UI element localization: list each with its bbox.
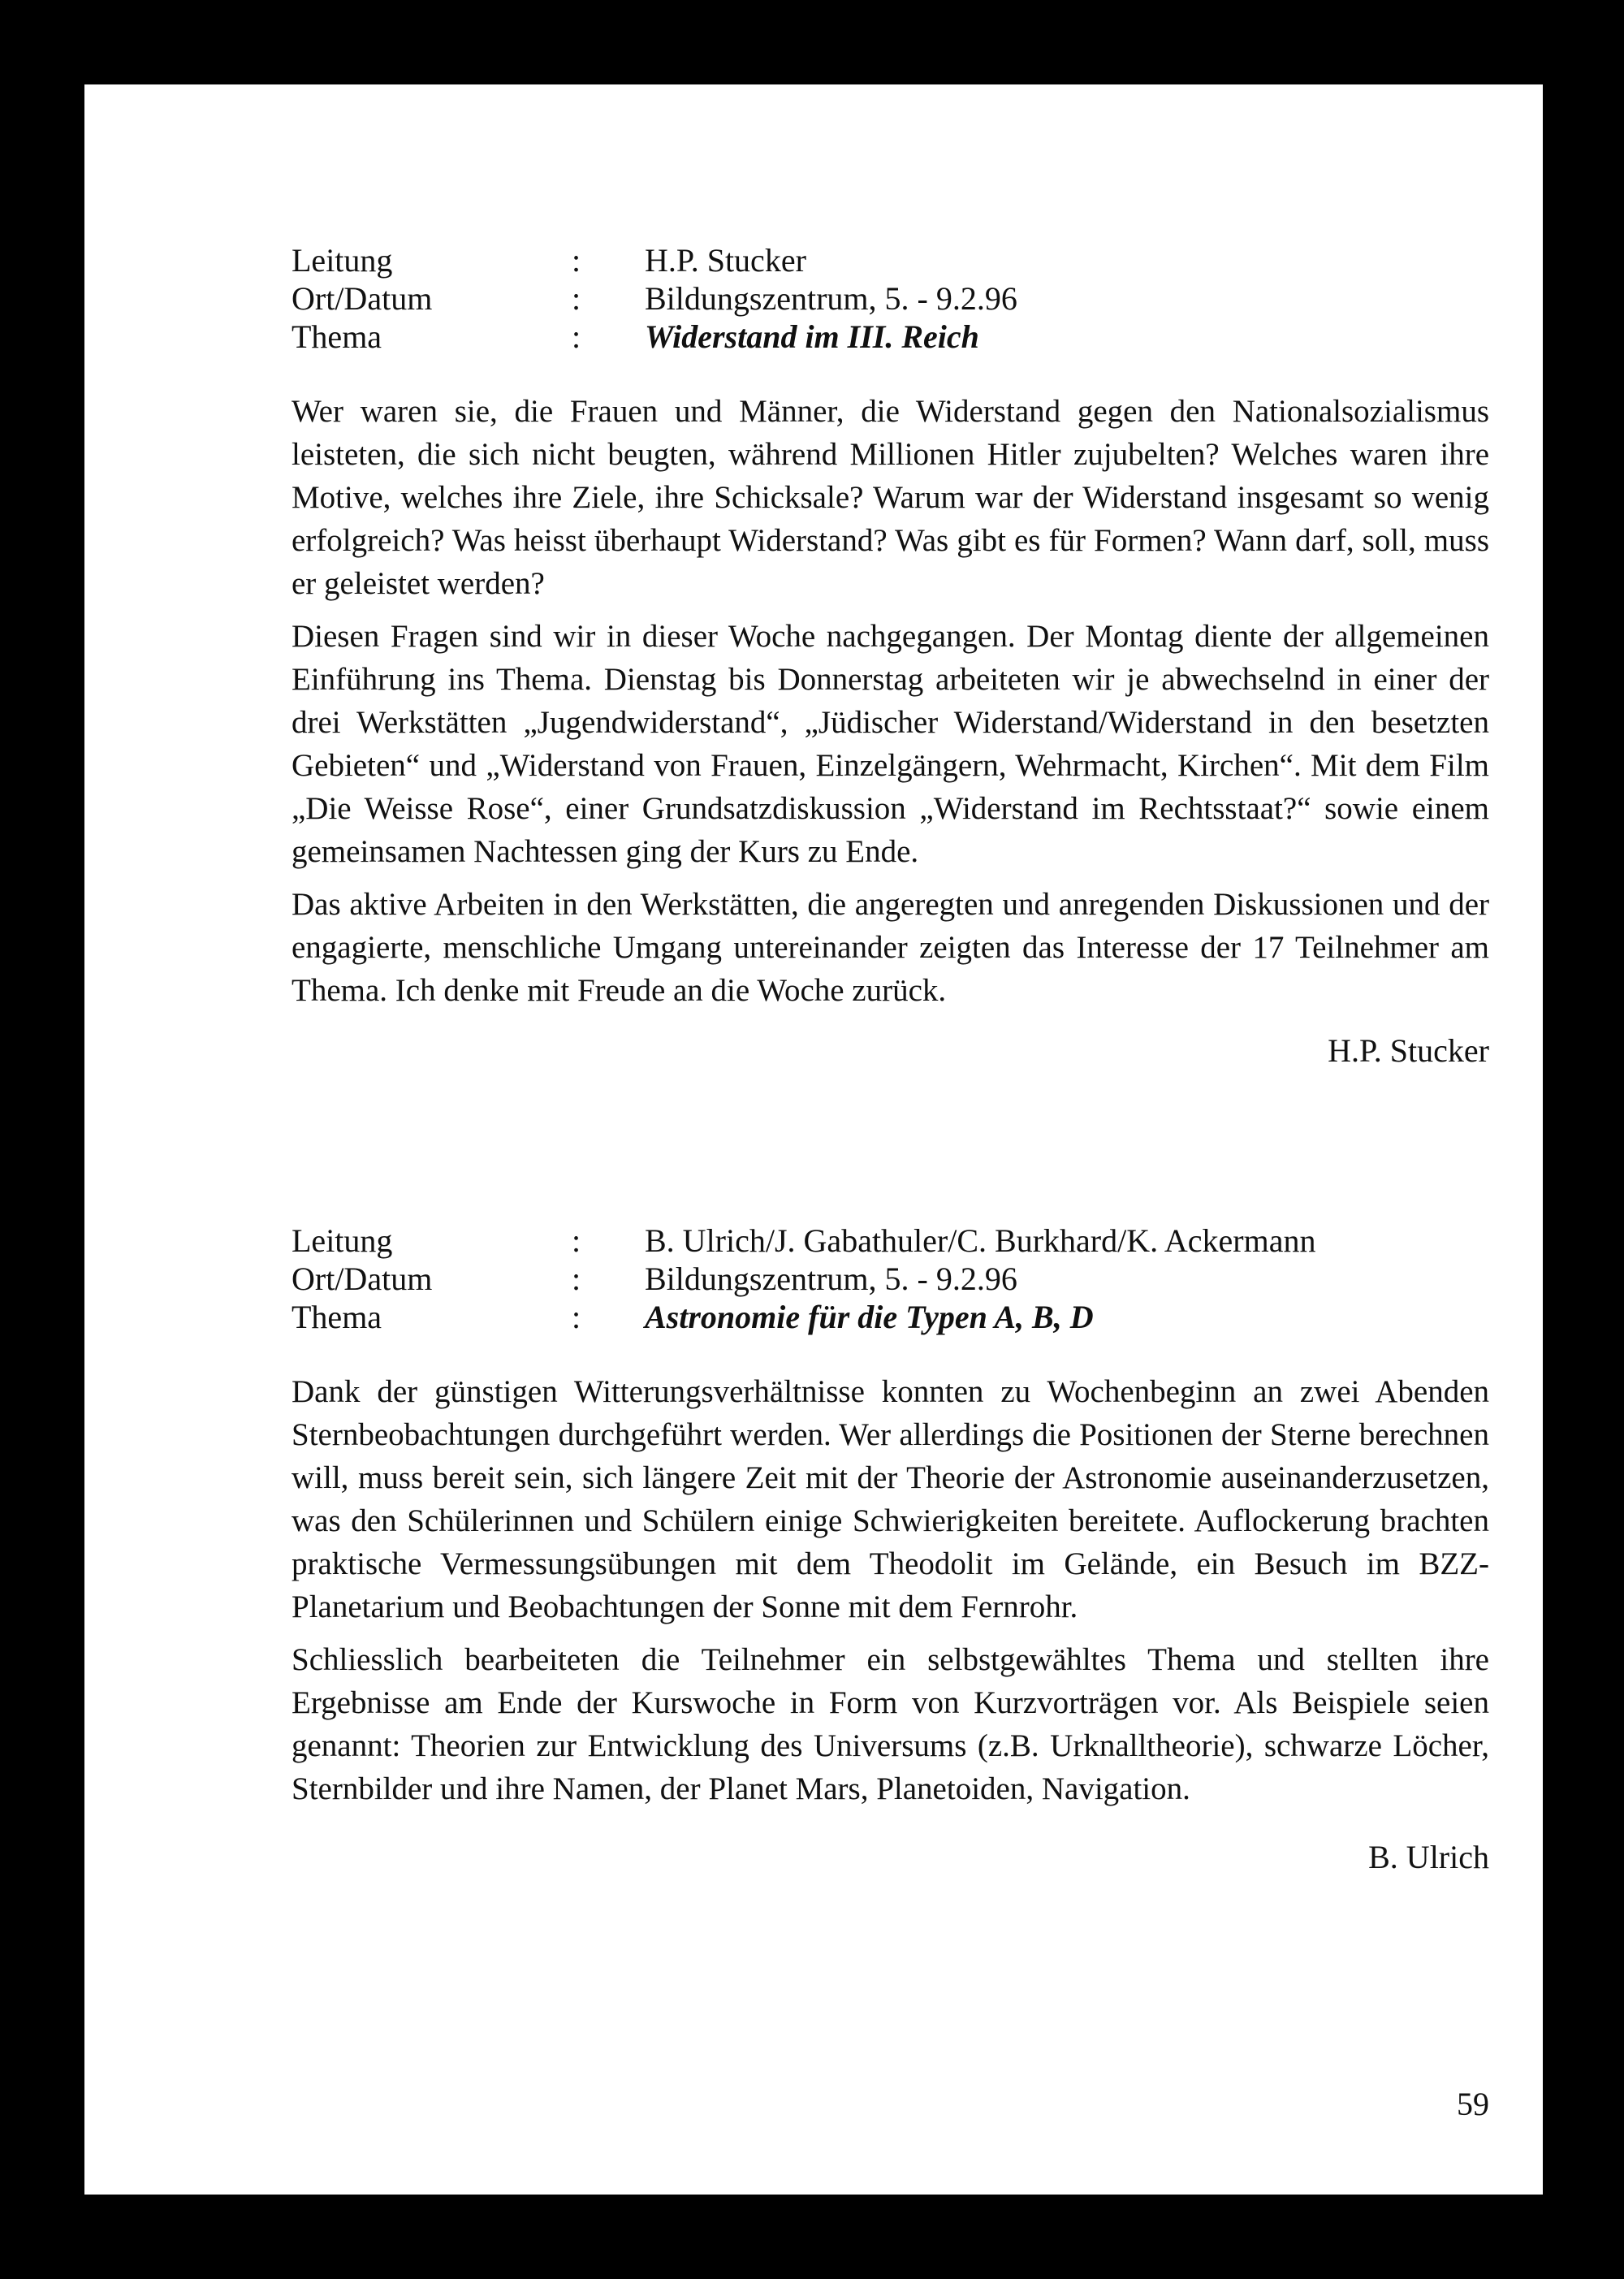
meta-colon: : [572, 1261, 581, 1297]
article-meta [292, 1222, 1489, 1336]
article-body [292, 1370, 1489, 1810]
meta-key-leitung: Leitung [292, 1222, 393, 1259]
meta-colon: : [572, 1299, 581, 1335]
meta-value-thema: Astronomie für die Typen A, B, D [645, 1299, 1094, 1335]
meta-key-leitung: Leitung [292, 242, 393, 279]
meta-value-ort-datum: Bildungszentrum, 5. - 9.2.96 [645, 1261, 1017, 1297]
paragraph: Schliesslich bearbeiteten die Teilnehmer ein selbstgewähltes Thema und stellten ihre Ergebnisse am Ende der Kurswoche in Form von Kurzvorträgen vor. Als Beispiele seien genannt: Theorien zur Entwicklung des Universums (z.B. Urknalltheorie), schwarze Löcher, Sternbilder und ihre Namen, der Planet Mars, Planetoiden, Navigation. [292, 1642, 1489, 1806]
meta-value-thema: Widerstand im III. Reich [645, 318, 979, 355]
meta-key-thema: Thema [292, 318, 382, 355]
meta-colon: : [572, 280, 581, 317]
page-number: 59 [1457, 2086, 1489, 2122]
paragraph: Das aktive Arbeiten in den Werkstätten, die angeregten und anregenden Diskussionen und der engagierte, menschliche Umgang untereinander zeigten das Interesse der 17 Teilnehmer am Thema. Ich denke mit Freude an die Woche zurück. [292, 887, 1489, 1008]
meta-key-ort-datum: Ort/Datum [292, 1261, 433, 1297]
meta-value-leitung: H.P. Stucker [645, 242, 806, 279]
paragraph: Dank der günstigen Witterungsverhältnisse konnten zu Wochenbeginn an zwei Abenden Sternbeobachtungen durchgeführt werden. Wer allerdings die Positionen der Sterne berechnen will, muss bereit sein, sich längere Zeit mit der Theorie der Astronomie auseinanderzusetzen, was den Schülerinnen und Schülern einige Schwierigkeiten bereitete. Auflockerung brachten praktische Vermessungsübungen mit dem Theodolit im Gelände, ein Besuch im BZZ-Planetarium und Beobachtungen der Sonne mit dem Fernrohr. [292, 1374, 1489, 1624]
meta-colon: : [572, 242, 581, 279]
meta-key-ort-datum: Ort/Datum [292, 280, 433, 317]
meta-value-leitung: B. Ulrich/J. Gabathuler/C. Burkhard/K. Ackermann [645, 1222, 1316, 1259]
article-body [292, 390, 1489, 1012]
document-page [84, 84, 1543, 2195]
meta-colon: : [572, 1222, 581, 1259]
meta-colon: : [572, 318, 581, 355]
article-widerstand [292, 241, 1489, 1070]
paragraph: Diesen Fragen sind wir in dieser Woche nachgegangen. Der Montag diente der allgemeinen Einführung ins Thema. Dienstag bis Donnerstag arbeiteten wir je abwechselnd in einer der drei Werkstätten „Jugendwiderstand“, „Jüdischer Widerstand/Widerstand in den besetzten Gebieten“ und „Widerstand von Frauen, Einzelgängern, Wehrmacht, Kirchen“. Mit dem Film „Die Weisse Rose“, einer Grundsatzdiskussion „Widerstand im Rechtsstaat?“ sowie einem gemeinsamen Nachtessen ging der Kurs zu Ende. [292, 619, 1489, 869]
article-astronomie [292, 1222, 1489, 1877]
paragraph: Wer waren sie, die Frauen und Männer, die Widerstand gegen den Nationalsozialismus leisteten, die sich nicht beugten, während Millionen Hitler zujubelten? Welches waren ihre Motive, welches ihre Ziele, ihre Schicksale? Warum war der Widerstand insgesamt so wenig erfolgreich? Was heisst überhaupt Widerstand? Was gibt es für Formen? Wann darf, soll, muss er geleistet werden? [292, 394, 1489, 601]
meta-value-ort-datum: Bildungszentrum, 5. - 9.2.96 [645, 280, 1017, 317]
signature: B. Ulrich [1368, 1839, 1489, 1875]
signature: H.P. Stucker [1328, 1032, 1489, 1069]
meta-key-thema: Thema [292, 1299, 382, 1335]
article-meta [292, 241, 1489, 356]
